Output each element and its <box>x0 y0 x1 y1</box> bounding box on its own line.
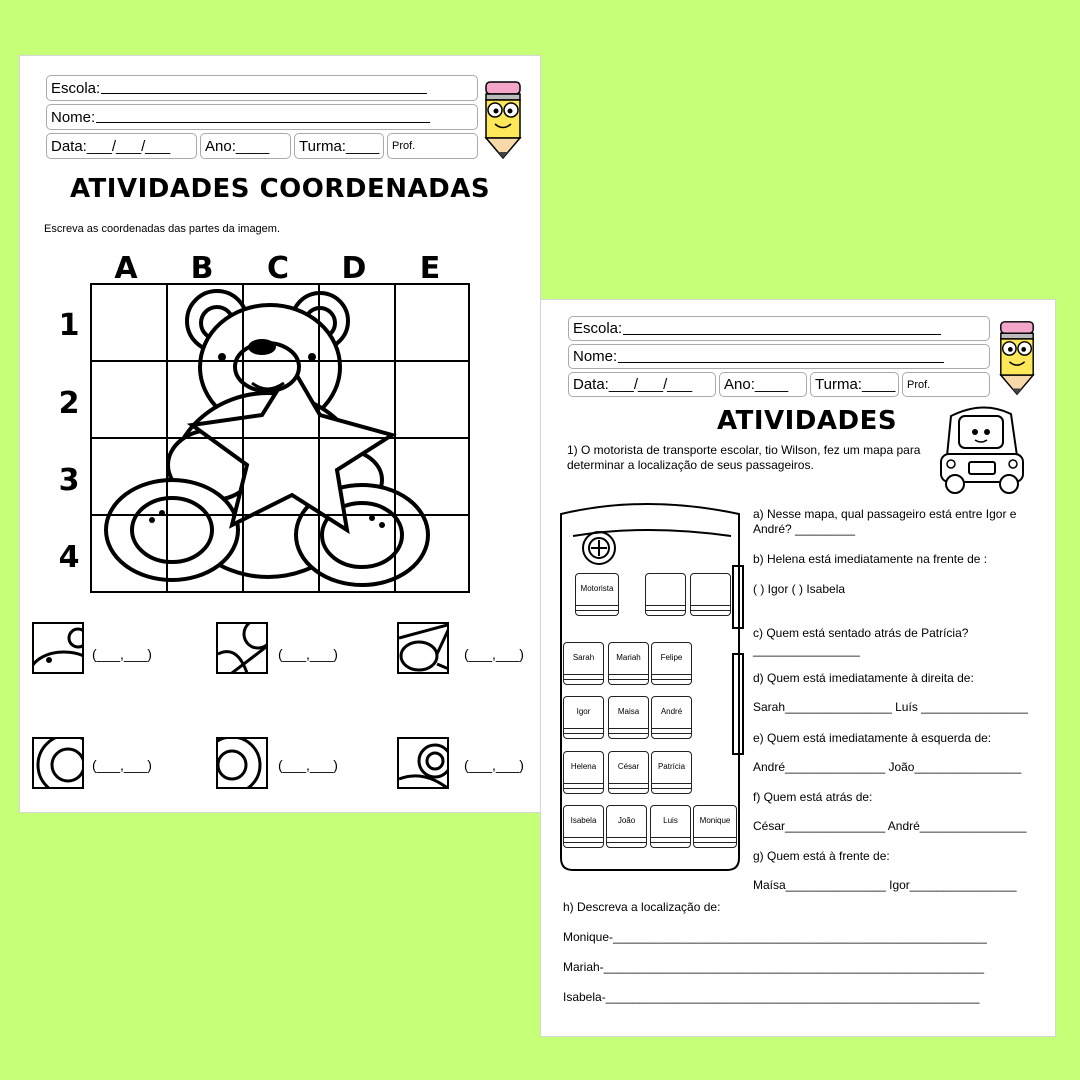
seat-name: César <box>617 762 640 771</box>
teacher-label: Prof. <box>907 378 931 391</box>
seat-name: Patrícia <box>657 762 686 771</box>
column-label-e: E <box>419 251 441 286</box>
question-g: g) Quem está à frente de: <box>753 849 890 863</box>
instruction-text: Escreva as coordenadas das partes da imagem. <box>44 223 281 235</box>
seat-name: Igor <box>576 707 591 716</box>
answer-h-mariah[interactable]: Mariah-_________________________________________________________ <box>563 960 985 974</box>
column-label-a: A <box>114 251 138 286</box>
row-label-4: 4 <box>58 540 80 575</box>
bus-seat-felipe <box>651 642 692 685</box>
answer-f[interactable]: César_______________ André________________ <box>753 819 1027 833</box>
class-label: Turma:____ <box>299 137 380 155</box>
date-label: Data:___/___/___ <box>51 137 171 155</box>
question-h: h) Descreva a localização de: <box>563 900 721 914</box>
name-label: Nome: <box>573 348 618 365</box>
name-label: Nome: <box>51 108 96 126</box>
year-label: Ano:____ <box>724 376 789 393</box>
bus-seat-cesar <box>608 751 649 794</box>
bus-seat-empty <box>645 573 686 616</box>
intro-text: 1) O motorista de transporte escolar, tio Wilson, fez um mapa para determinar a localização de seus passageiros. <box>567 443 921 472</box>
grid-line <box>92 360 468 362</box>
row-label-1: 1 <box>58 308 80 343</box>
answer-g[interactable]: Maísa_______________ Igor________________ <box>753 878 1017 892</box>
column-label-c: C <box>266 251 290 286</box>
row-label-2: 2 <box>58 386 80 421</box>
year-field[interactable] <box>719 372 807 397</box>
bus-seat-luis <box>650 805 691 848</box>
image-piece-2 <box>216 622 268 674</box>
school-field[interactable] <box>46 75 478 101</box>
answer-e[interactable]: André_______________ João________________ <box>753 760 1022 774</box>
pencil-mascot-icon <box>993 318 1041 398</box>
answer-h-isabela[interactable]: Isabela-________________________________________________________ <box>563 990 980 1004</box>
answer-blank[interactable]: (___,___) <box>92 646 152 662</box>
bus-seat-andre <box>651 696 692 739</box>
name-field[interactable] <box>568 344 990 369</box>
bus-seat-igor <box>563 696 604 739</box>
bus-seat-joao <box>606 805 647 848</box>
date-label: Data:___/___/___ <box>573 376 693 393</box>
seat-name: João <box>617 816 636 825</box>
date-field[interactable] <box>46 133 197 159</box>
coordinate-grid <box>90 283 470 593</box>
image-piece-5 <box>216 737 268 789</box>
bus-seat-mariah <box>608 642 649 685</box>
bus-seat-empty <box>690 573 731 616</box>
question-b: b) Helena está imediatamente na frente de : <box>753 552 988 566</box>
seat-name: Isabela <box>570 816 597 825</box>
question-c: c) Quem está sentado atrás de Patrícia? ________________ <box>753 626 969 657</box>
question-b-options[interactable]: ( ) Igor ( ) Isabela <box>753 582 846 596</box>
teacher-field[interactable] <box>387 133 478 159</box>
column-label-b: B <box>190 251 214 286</box>
bus-seat-sarah <box>563 642 604 685</box>
seat-name: Monique <box>699 816 731 825</box>
answer-blank[interactable]: (___,___) <box>464 757 524 773</box>
bus-seat-maisa <box>608 696 649 739</box>
school-label: Escola: <box>573 320 623 337</box>
seat-name: Helena <box>570 762 597 771</box>
image-piece-1 <box>32 622 84 674</box>
bus-seat-driver <box>575 573 619 616</box>
worksheet-title: ATIVIDADES <box>717 406 898 436</box>
question-f: f) Quem está atrás de: <box>753 790 873 804</box>
pencil-mascot-icon <box>478 78 528 162</box>
seat-name: Mariah <box>616 653 641 662</box>
row-label-3: 3 <box>58 463 80 498</box>
bus-seat-helena <box>563 751 604 794</box>
class-field[interactable] <box>810 372 899 397</box>
class-label: Turma:____ <box>815 376 896 393</box>
worksheet-title: ATIVIDADES COORDENADAS <box>69 174 491 204</box>
grid-line <box>92 437 468 439</box>
coordinates-worksheet <box>20 56 540 812</box>
answer-blank[interactable]: (___,___) <box>464 646 524 662</box>
image-piece-3 <box>397 622 449 674</box>
school-label: Escola: <box>51 79 101 97</box>
question-e: e) Quem está imediatamente à esquerda de: <box>753 731 992 745</box>
answer-blank[interactable]: (___,___) <box>278 646 338 662</box>
class-field[interactable] <box>294 133 384 159</box>
seat-name: Felipe <box>660 653 683 662</box>
answer-blank[interactable]: (___,___) <box>278 757 338 773</box>
grid-line <box>92 514 468 516</box>
teacher-label: Prof. <box>392 140 416 152</box>
bus-seat-isabela <box>563 805 604 848</box>
answer-d[interactable]: Sarah________________ Luís ________________ <box>753 700 1028 714</box>
question-a: a) Nesse mapa, qual passageiro está entre Igor e André? _________ <box>753 507 1017 536</box>
school-field[interactable] <box>568 316 990 341</box>
seat-name: André <box>660 707 683 716</box>
answer-h-monique[interactable]: Monique-________________________________________________________ <box>563 930 987 944</box>
seat-name: Maisa <box>617 707 640 716</box>
bus-map-worksheet <box>541 300 1055 1036</box>
image-piece-6 <box>397 737 449 789</box>
year-field[interactable] <box>200 133 291 159</box>
bus-seat-monique <box>693 805 737 848</box>
column-label-d: D <box>341 251 367 286</box>
teacher-field[interactable] <box>902 372 990 397</box>
bus-seat-patricia <box>651 751 692 794</box>
image-piece-4 <box>32 737 84 789</box>
seat-name: Luis <box>663 816 678 825</box>
seat-name: Motorista <box>580 584 614 593</box>
seat-name: Sarah <box>572 653 595 662</box>
year-label: Ano:____ <box>205 137 270 155</box>
date-field[interactable] <box>568 372 716 397</box>
answer-blank[interactable]: (___,___) <box>92 757 152 773</box>
question-d: d) Quem está imediatamente à direita de: <box>753 671 974 685</box>
school-car-icon <box>937 400 1029 500</box>
name-field[interactable] <box>46 104 478 130</box>
